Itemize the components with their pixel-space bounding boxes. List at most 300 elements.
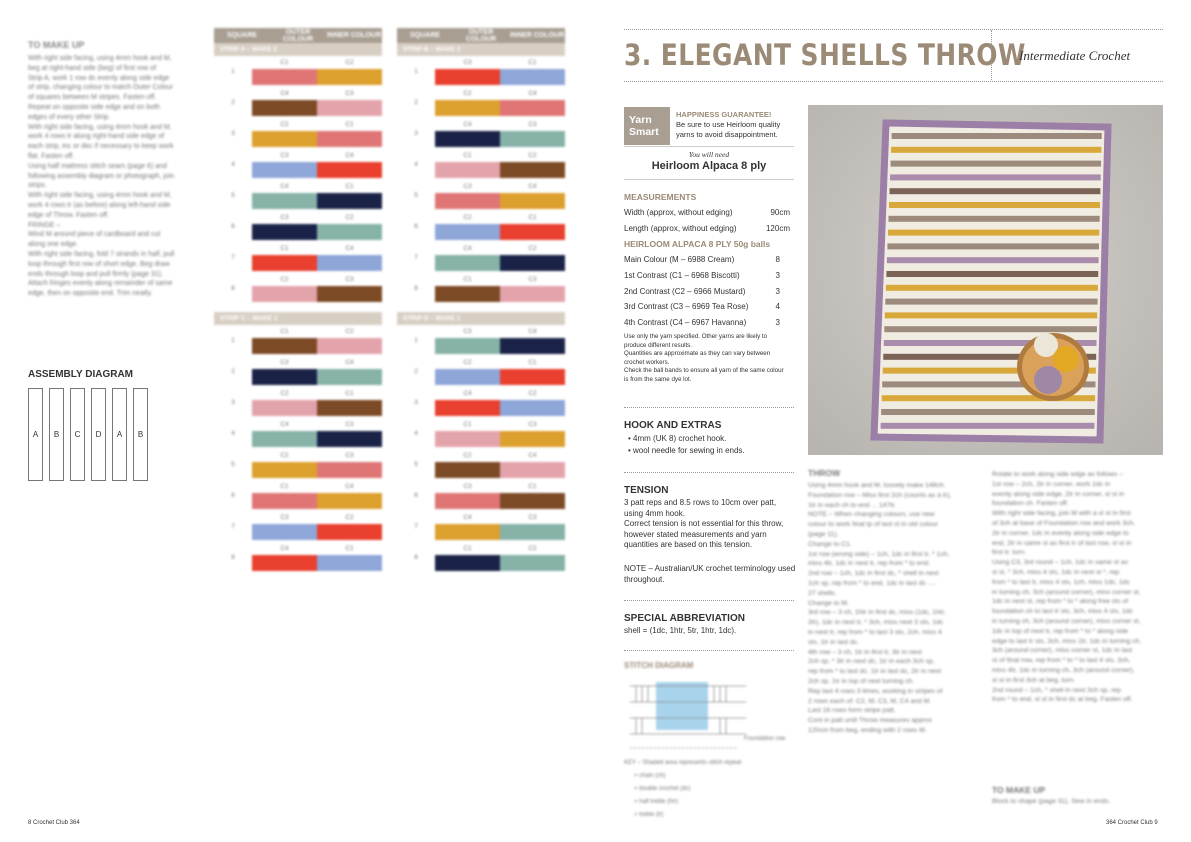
throw-photo — [808, 105, 1163, 455]
outer-colour-label: C2 — [463, 214, 472, 221]
outer-colour-label: C2 — [280, 390, 289, 397]
yarn-rule-2 — [624, 179, 794, 180]
colour-table — [214, 28, 382, 304]
outer-colour-swatch — [435, 131, 500, 147]
throw-line: 2ch sp, * 3tr in next dc, 1tr in each 3ch sp, — [808, 658, 935, 666]
outer-colour-swatch — [435, 162, 500, 178]
square-number: 3 — [414, 399, 418, 406]
table-row — [397, 387, 565, 418]
throw-stripe — [886, 271, 1098, 277]
outer-colour-label: C4 — [280, 90, 289, 97]
throw-stripe — [891, 161, 1101, 167]
square-number: 6 — [414, 223, 418, 230]
left-page — [0, 0, 595, 842]
to-make-up-line: With right side facing, fold 7 strands in half, pull — [28, 251, 175, 258]
to-make-up-line: along one edge. — [28, 241, 79, 249]
ball-label: 2nd Contrast (C2 – 6966 Mustard) — [624, 286, 746, 296]
outer-colour-cell — [435, 387, 500, 418]
square-number: 5 — [231, 461, 235, 468]
ball-count: 3 — [775, 318, 780, 328]
stitch-diagram-heading: STITCH DIAGRAM — [624, 661, 694, 670]
throw-heading: THROW — [808, 468, 841, 478]
inner-colour-cell — [317, 480, 382, 511]
outer-colour-swatch — [252, 286, 317, 302]
inner-colour-cell — [500, 480, 565, 511]
outer-colour-label: C4 — [280, 421, 289, 428]
ball-row — [624, 255, 780, 264]
outer-colour-cell — [252, 356, 317, 387]
key-line: = chain (ch) — [634, 773, 666, 779]
inner-colour-swatch — [317, 338, 382, 354]
inner-colour-swatch — [317, 286, 382, 302]
hook-item: • wool needle for sewing in ends. — [628, 446, 745, 455]
outer-colour-label: C3 — [463, 328, 472, 335]
stitch-foundation-label: Foundation row — [744, 736, 786, 742]
to-make-up-line: of strip, changing colour to match Outer Colour — [28, 84, 174, 92]
outer-colour-cell — [252, 449, 317, 480]
assembly-strip: B — [49, 388, 64, 481]
table-row — [214, 387, 382, 418]
square-number: 7 — [231, 523, 235, 530]
outer-colour-swatch — [435, 193, 500, 209]
table-row — [397, 242, 565, 273]
inner-colour-swatch — [317, 193, 382, 209]
outer-colour-cell — [252, 387, 317, 418]
to-make-up-line: work 4 rows tr (as before) along left-hand side — [28, 202, 171, 209]
inner-colour-swatch — [500, 493, 565, 509]
assembly-strip: A — [28, 388, 43, 481]
table-header-cell: OUTER COLOUR — [465, 28, 497, 43]
assembly-strip: A — [112, 388, 127, 481]
outer-colour-cell — [252, 325, 317, 356]
to-make-up-line: flat. Fasten off. — [28, 153, 75, 160]
inner-colour-cell — [500, 356, 565, 387]
section-rule-2 — [624, 472, 794, 473]
square-number: 2 — [231, 99, 235, 106]
inner-colour-cell — [317, 387, 382, 418]
to-make-up-line: following assembly diagram or photograph, join — [28, 172, 175, 180]
inner-colour-cell — [500, 180, 565, 211]
tension-heading: TENSION — [624, 485, 669, 496]
assembly-strip: D — [91, 388, 106, 481]
tension-line: quantities are based on this tension. — [624, 540, 753, 549]
throw-stripe — [888, 216, 1099, 222]
edging-line: first tr. turn. — [992, 549, 1026, 557]
colour-table — [397, 28, 565, 304]
inner-colour-label: C2 — [345, 328, 354, 335]
ball-row — [624, 318, 780, 327]
yarn-note-line: Use only the yarn specified. Other yarns are likely to — [624, 333, 768, 340]
inner-colour-label: C4 — [528, 328, 537, 335]
outer-colour-label: C4 — [463, 514, 472, 521]
inner-colour-cell — [317, 242, 382, 273]
inner-colour-swatch — [500, 193, 565, 209]
table-row — [397, 273, 565, 304]
outer-colour-cell — [435, 56, 500, 87]
inner-colour-cell — [317, 449, 382, 480]
table-row — [214, 356, 382, 387]
colour-table — [397, 312, 565, 573]
inner-colour-cell — [500, 149, 565, 180]
throw-line: 120cm from beg, ending with 2 rows M. — [808, 727, 927, 734]
outer-colour-swatch — [252, 100, 317, 116]
outer-colour-swatch — [252, 493, 317, 509]
ball-count: 3 — [775, 286, 780, 296]
measurement-row — [624, 224, 790, 233]
outer-colour-cell — [252, 480, 317, 511]
outer-colour-label: C1 — [463, 152, 472, 159]
inner-colour-cell — [317, 273, 382, 304]
tension-line: 3 patt reps and 8.5 rows to 10cm over patt, — [624, 498, 777, 507]
inner-colour-cell — [317, 87, 382, 118]
throw-stripe — [885, 299, 1097, 305]
outer-colour-label: C4 — [463, 121, 472, 128]
square-number: 6 — [231, 492, 235, 499]
table-row — [397, 480, 565, 511]
table-row — [214, 242, 382, 273]
inner-colour-swatch — [500, 100, 565, 116]
outer-colour-swatch — [252, 131, 317, 147]
outer-colour-label: C3 — [463, 183, 472, 190]
ball-count: 8 — [775, 255, 780, 264]
section-rule-4 — [624, 650, 794, 651]
throw-stripe — [890, 174, 1101, 180]
throw-line: 2tr), 1dc in next tr, * 3ch, miss next 3 sts, 1dc — [808, 619, 944, 627]
square-number: 8 — [414, 285, 418, 292]
inner-colour-swatch — [317, 100, 382, 116]
outer-colour-swatch — [435, 524, 500, 540]
colour-table-body — [397, 28, 565, 304]
inner-colour-label: C3 — [528, 121, 537, 128]
throw-line: (page 11). — [808, 531, 839, 538]
outer-colour-cell — [435, 87, 500, 118]
title-divider — [991, 30, 992, 80]
edging-line: foundation ch to last tr sts, 3ch, miss 4 sts, 1dc — [992, 608, 1133, 616]
outer-colour-swatch — [435, 400, 500, 416]
to-make-up-line: edge, then on opposite end. Trim neatly. — [28, 290, 153, 298]
measurement-value: 120cm — [765, 224, 790, 233]
inner-colour-swatch — [317, 555, 382, 571]
edging-line: from * to end, sl st in first dc at beg. Fasten off. — [992, 696, 1133, 704]
outer-colour-cell — [252, 242, 317, 273]
throw-stripe — [885, 312, 1097, 318]
edging-line: in turning ch, 3ch (around corner), miss corner st, — [992, 618, 1141, 625]
table-row — [214, 56, 382, 87]
outer-colour-swatch — [435, 493, 500, 509]
outer-colour-swatch — [435, 69, 500, 85]
inner-colour-label: C3 — [345, 421, 354, 428]
throw-line: Change to M. — [808, 599, 849, 607]
outer-colour-label: C1 — [280, 328, 289, 335]
outer-colour-cell — [435, 211, 500, 242]
edging-line: edge to last tr sts, 3ch, miss 1tr, 1dc in turning ch, — [992, 637, 1142, 645]
table-row — [214, 325, 382, 356]
square-number: 7 — [231, 254, 235, 261]
ball-label: 1st Contrast (C1 – 6968 Biscotti) — [624, 270, 740, 280]
table-row — [397, 180, 565, 211]
key-line: = half treble (htr) — [634, 799, 679, 805]
inner-colour-label: C3 — [345, 452, 354, 459]
inner-colour-swatch — [500, 369, 565, 385]
outer-colour-cell — [435, 480, 500, 511]
edging-line: end, 2tr in same st as first tr of last row, sl st in — [992, 539, 1132, 547]
square-number: 2 — [231, 368, 235, 375]
measurements-heading: MEASUREMENTS — [624, 192, 697, 202]
outer-colour-label: C3 — [463, 483, 472, 490]
outer-colour-label: C3 — [280, 152, 289, 159]
table-header — [214, 28, 382, 43]
inner-colour-cell — [500, 511, 565, 542]
square-number: 6 — [414, 492, 418, 499]
edging-line: sl st, * 3ch, miss 4 sts, 1dc in next st *, rep — [992, 569, 1120, 576]
outer-colour-label: C2 — [280, 276, 289, 283]
measurement-value: 90cm — [770, 208, 790, 217]
inner-colour-swatch — [317, 524, 382, 540]
colour-table-body — [397, 312, 565, 573]
table-header-cell: OUTER COLOUR — [282, 28, 314, 43]
table-row — [397, 87, 565, 118]
edging-line: foundation ch. Fasten off. — [992, 500, 1069, 508]
edging-line: 1dc in top of next tr, rep from * to * along side — [992, 627, 1129, 635]
outer-colour-swatch — [435, 100, 500, 116]
table-row — [214, 542, 382, 573]
inner-colour-swatch — [500, 162, 565, 178]
table-row — [214, 511, 382, 542]
throw-line: miss 4tr, 1dc in next tr, rep from * to end. — [808, 560, 931, 568]
guarantee-heading: HAPPINESS GUARANTEE! — [676, 110, 772, 119]
square-number: 4 — [414, 430, 418, 437]
tension-line: using 4mm hook. — [624, 508, 685, 518]
inner-colour-label: C3 — [345, 276, 354, 283]
to-make-up-heading: TO MAKE UP — [28, 40, 85, 50]
outer-colour-label: C3 — [463, 59, 472, 66]
outer-colour-cell — [435, 242, 500, 273]
throw-photo-image — [808, 105, 1163, 455]
square-number: 8 — [231, 285, 235, 292]
inner-colour-label: C2 — [345, 214, 354, 221]
inner-colour-swatch — [317, 462, 382, 478]
throw-line: 2ch sp, 1tr in top of next turning ch. — [808, 678, 915, 685]
tension-line: however stated measurements and yarn — [624, 529, 767, 539]
key-line: = double crochet (dc) — [634, 786, 691, 792]
strip-label: STRIP C – MAKE 1 — [214, 312, 382, 325]
edging-line: Rotate to work along side edge as follows – — [992, 471, 1124, 478]
stitch-diagram — [628, 674, 748, 754]
inner-colour-cell — [317, 542, 382, 573]
table-row — [397, 449, 565, 480]
square-number: 7 — [414, 523, 418, 530]
outer-colour-cell — [435, 180, 500, 211]
table-row — [397, 418, 565, 449]
outer-colour-label: C2 — [280, 121, 289, 128]
outer-colour-cell — [252, 273, 317, 304]
outer-colour-label: C3 — [280, 359, 289, 366]
inner-colour-swatch — [500, 224, 565, 240]
inner-colour-cell — [317, 180, 382, 211]
outer-colour-label: C1 — [280, 59, 289, 66]
throw-line: sts, 1tr in last dc. — [808, 638, 859, 646]
to-make-up-line: edges of every other Strip. — [28, 113, 111, 121]
you-will-need: You will need — [688, 150, 730, 159]
guarantee-text: Be sure to use Heirloom quality yarns to avoid disappointment. — [676, 120, 781, 139]
yarn-smart-word-2: Smart — [629, 126, 659, 138]
key-line: = treble (tr) — [634, 812, 664, 818]
outer-colour-swatch — [252, 555, 317, 571]
inner-colour-swatch — [317, 69, 382, 85]
tension-line: Correct tension is not essential for this throw, — [624, 519, 784, 528]
edging-line: from * to last tr, miss 4 sts, 1ch, miss 1dc, 1dc — [992, 578, 1130, 586]
to-make-up-line: beg at right-hand side (beg) of first row of — [28, 64, 157, 72]
table-row — [214, 418, 382, 449]
inner-colour-label: C4 — [345, 483, 354, 490]
edging-line: With right side facing, join M with a sl st in first — [992, 510, 1131, 518]
inner-colour-cell — [317, 418, 382, 449]
inner-colour-label: C4 — [345, 152, 354, 159]
strip-label: STRIP D – MAKE 1 — [397, 312, 565, 325]
throw-stripe — [887, 243, 1099, 249]
table-row — [397, 542, 565, 573]
inner-colour-swatch — [500, 462, 565, 478]
outer-colour-swatch — [435, 286, 500, 302]
inner-colour-label: C2 — [528, 152, 537, 159]
inner-colour-cell — [500, 418, 565, 449]
ball-count: 4 — [775, 302, 780, 312]
outer-colour-swatch — [435, 224, 500, 240]
inner-colour-cell — [500, 211, 565, 242]
outer-colour-swatch — [252, 162, 317, 178]
inner-colour-swatch — [317, 369, 382, 385]
inner-colour-swatch — [317, 400, 382, 416]
square-number: 5 — [231, 192, 235, 199]
inner-colour-label: C4 — [345, 245, 354, 252]
throw-line: rep from * to last dc, 1tr in last dc, 2tr in next — [808, 668, 941, 676]
to-make-up-line: each strip, inc or dec if necessary to keep work — [28, 143, 174, 151]
table-row — [397, 211, 565, 242]
inner-colour-label: C1 — [345, 390, 354, 397]
inner-colour-swatch — [500, 400, 565, 416]
to-make-up-line: of squares between M stripes. Fasten off. — [28, 94, 157, 102]
throw-line: NOTE – When changing colours, use new — [808, 511, 935, 519]
yarn-note-line: is from the same dye lot. — [624, 376, 692, 383]
inner-colour-cell — [317, 149, 382, 180]
table-row — [214, 211, 382, 242]
inner-colour-cell — [317, 325, 382, 356]
table-header-cell: SQUARE — [410, 32, 440, 39]
outer-colour-swatch — [435, 431, 500, 447]
inner-colour-label: C1 — [528, 214, 537, 221]
outer-colour-swatch — [435, 338, 500, 354]
square-number: 1 — [414, 68, 418, 75]
square-number: 4 — [414, 161, 418, 168]
inner-colour-swatch — [500, 431, 565, 447]
outer-colour-label: C1 — [463, 421, 472, 428]
edging-line: in turning ch, 3ch (around corner), miss corner st, — [992, 588, 1141, 596]
outer-colour-cell — [435, 149, 500, 180]
inner-colour-label: C1 — [345, 183, 354, 190]
colour-table — [214, 312, 382, 573]
square-number: 1 — [231, 68, 235, 75]
yarn-smart-word-1: Yarn — [629, 114, 652, 126]
outer-colour-label: C3 — [280, 214, 289, 221]
throw-stripe — [891, 147, 1101, 153]
outer-colour-cell — [435, 118, 500, 149]
note-line: throughout. — [624, 574, 665, 584]
inner-colour-label: C3 — [528, 514, 537, 521]
table-header-cell: INNER COLOUR — [326, 32, 382, 39]
assembly-diagram-title: ASSEMBLY DIAGRAM — [28, 369, 134, 380]
inner-colour-label: C3 — [345, 90, 354, 97]
inner-colour-swatch — [500, 255, 565, 271]
square-number: 2 — [414, 99, 418, 106]
yarn-smart-badge — [624, 107, 670, 145]
throw-line: in next tr, rep from * to last 3 sts, 2ch, miss 4 — [808, 629, 942, 636]
outer-colour-cell — [252, 56, 317, 87]
throw-line: Using 4mm hook and M, loosely make 148ch. — [808, 482, 946, 489]
abbrev-heading: SPECIAL ABBREVIATION — [624, 613, 745, 624]
inner-colour-cell — [500, 87, 565, 118]
to-make-up-line: ends through loop and pull firmly (page 31). — [28, 270, 164, 278]
hook-item-text: wool needle for sewing in ends. — [633, 446, 745, 455]
inner-colour-label: C1 — [528, 359, 537, 366]
throw-stripe — [890, 188, 1101, 194]
to-make-up-line: FRINGE – — [28, 221, 61, 229]
outer-colour-label: C1 — [280, 245, 289, 252]
inner-colour-cell — [500, 387, 565, 418]
outer-colour-label: C2 — [463, 452, 472, 459]
throw-line: colour to work final tp of last st in old colour — [808, 521, 938, 529]
throw-stripe — [881, 423, 1095, 429]
inner-colour-swatch — [317, 431, 382, 447]
inner-colour-label: C2 — [528, 245, 537, 252]
square-number: 4 — [231, 161, 235, 168]
make-up-heading: TO MAKE UP — [992, 785, 1046, 795]
table-row — [214, 449, 382, 480]
outer-colour-swatch — [435, 462, 500, 478]
outer-colour-cell — [252, 87, 317, 118]
to-make-up-line: edge of Throw. Fasten off. — [28, 211, 110, 219]
ball-row — [624, 287, 780, 296]
throw-stripe — [881, 409, 1095, 415]
inner-colour-label: C4 — [528, 90, 537, 97]
outer-colour-swatch — [252, 69, 317, 85]
outer-colour-swatch — [252, 255, 317, 271]
table-row — [397, 118, 565, 149]
measurement-label: Length (approx, without edging) — [624, 224, 737, 233]
outer-colour-swatch — [252, 431, 317, 447]
throw-stripe — [892, 133, 1102, 139]
balls-heading: HEIRLOOM ALPACA 8 PLY 50g balls — [624, 239, 771, 249]
throw-line: 1st row (wrong side) – 1ch, 1dc in first tr, * 1ch, — [808, 550, 950, 558]
edging-line: miss 4tr, 1dc in turning ch, 3ch (around corner), — [992, 667, 1135, 674]
inner-colour-swatch — [500, 338, 565, 354]
outer-colour-cell — [435, 449, 500, 480]
square-number: 1 — [231, 337, 235, 344]
square-number: 2 — [414, 368, 418, 375]
inner-colour-cell — [500, 325, 565, 356]
colour-table-body — [214, 28, 382, 304]
table-row — [214, 149, 382, 180]
inner-colour-cell — [317, 511, 382, 542]
inner-colour-swatch — [500, 69, 565, 85]
table-row — [397, 56, 565, 87]
throw-stripe — [884, 326, 1097, 332]
colour-table-body — [214, 312, 382, 573]
inner-colour-label: C1 — [528, 59, 537, 66]
outer-colour-cell — [435, 542, 500, 573]
square-number: 5 — [414, 192, 418, 199]
square-number: 8 — [231, 554, 235, 561]
throw-line: 1ch sp, rep from * to end, 1dc in last dc .... — [808, 580, 936, 587]
